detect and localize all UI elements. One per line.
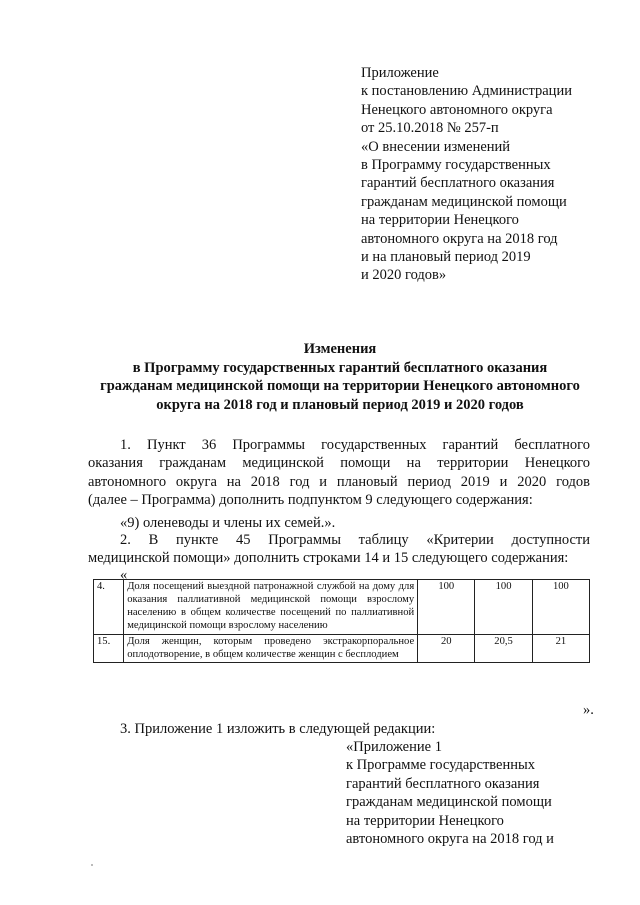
scan-speck [91, 864, 93, 866]
appendix-1-line: «Приложение 1 [346, 739, 442, 755]
appendix-header-line: к постановлению Администрации [361, 83, 572, 100]
item-1-quote-text: «9) оленеводы и члены их семей.». [120, 515, 336, 531]
appendix-header-line: и на плановый период 2019 [361, 249, 531, 266]
item-1-line: (далее – Программа) дополнить подпунктом 9 следующего содержания: [88, 492, 533, 509]
row-description: Доля женщин, которым проведено экстракорпоральное оплодотворение, в общем количестве женщин с бесплодием [124, 634, 418, 663]
appendix-1-line: на территории Ненецкого [346, 812, 504, 829]
title-line: в Программу государственных гарантий бесплатного оказания [132, 359, 548, 376]
item-1-paragraph [88, 436, 590, 510]
row-description: Доля посещений выездной патронажной службой на дому для оказания паллиативной медицинской помощи взрослому населению в общем количестве посещений по паллиативной медицинской помощи взрослому населению [124, 580, 418, 635]
row-value-2018: 100 [418, 580, 475, 635]
appendix-header-line: в Программу государственных [361, 157, 551, 174]
title-line: гражданам медицинской помощи на территории Ненецкого автономного [100, 378, 580, 395]
item-2-line: 2. В пункте 45 Программы таблицу «Критерии доступности [120, 532, 590, 548]
row-value-2018: 20 [418, 634, 475, 663]
appendix-header-line: на территории Ненецкого [361, 212, 519, 229]
table-row [94, 580, 590, 635]
appendix-1-line: автономного округа на 2018 год и [346, 831, 554, 848]
document-title [70, 340, 610, 414]
table-row [94, 634, 590, 663]
appendix-1-line: к Программе государственных [346, 757, 536, 774]
title-line: Изменения [303, 341, 377, 357]
row-value-2019: 20,5 [475, 634, 532, 663]
item-3-paragraph: 3. Приложение 1 изложить в следующей редакции: [120, 721, 436, 737]
appendix-header-line: от 25.10.2018 № 257-п [361, 120, 499, 137]
appendix-header-line: гарантий бесплатного оказания [361, 175, 555, 192]
appendix-header-line: гражданам медицинской помощи [361, 193, 567, 210]
row-value-2020: 100 [532, 580, 589, 635]
item-1-quote [88, 514, 590, 532]
criteria-table [93, 579, 590, 663]
quote-open: « [120, 567, 128, 583]
item-1-line: оказания гражданам медицинской помощи на территории Ненецкого [88, 455, 590, 472]
row-value-2020: 21 [532, 634, 589, 663]
appendix-1-line: гарантий бесплатного оказания [346, 775, 540, 792]
item-1-line: автономного округа на 2018 год и плановый период 2019 и 2020 годов [88, 473, 590, 490]
row-value-2019: 100 [475, 580, 532, 635]
item-2-line: медицинской помощи» дополнить строками 14 и 15 следующего содержания: [88, 550, 569, 567]
appendix-header-line: и 2020 годов» [361, 267, 447, 284]
appendix-header-line: Приложение [361, 65, 439, 81]
item-2-paragraph [88, 531, 590, 568]
row-number: 15. [94, 634, 124, 663]
appendix-header-line: «О внесении изменений [361, 138, 511, 155]
row-number: 4. [94, 580, 124, 635]
appendix-header-line: Ненецкого автономного округа [361, 101, 553, 118]
quote-close: ». [583, 702, 594, 718]
title-line: округа на 2018 год и плановый период 2019 и 2020 годов [156, 396, 524, 413]
appendix-1-line: гражданам медицинской помощи [346, 794, 552, 811]
appendix-header [361, 64, 621, 285]
appendix-1-header [346, 738, 606, 848]
item-1-line: 1. Пункт 36 Программы государственных гарантий бесплатного [120, 437, 590, 453]
appendix-header-line: автономного округа на 2018 год [361, 230, 558, 247]
